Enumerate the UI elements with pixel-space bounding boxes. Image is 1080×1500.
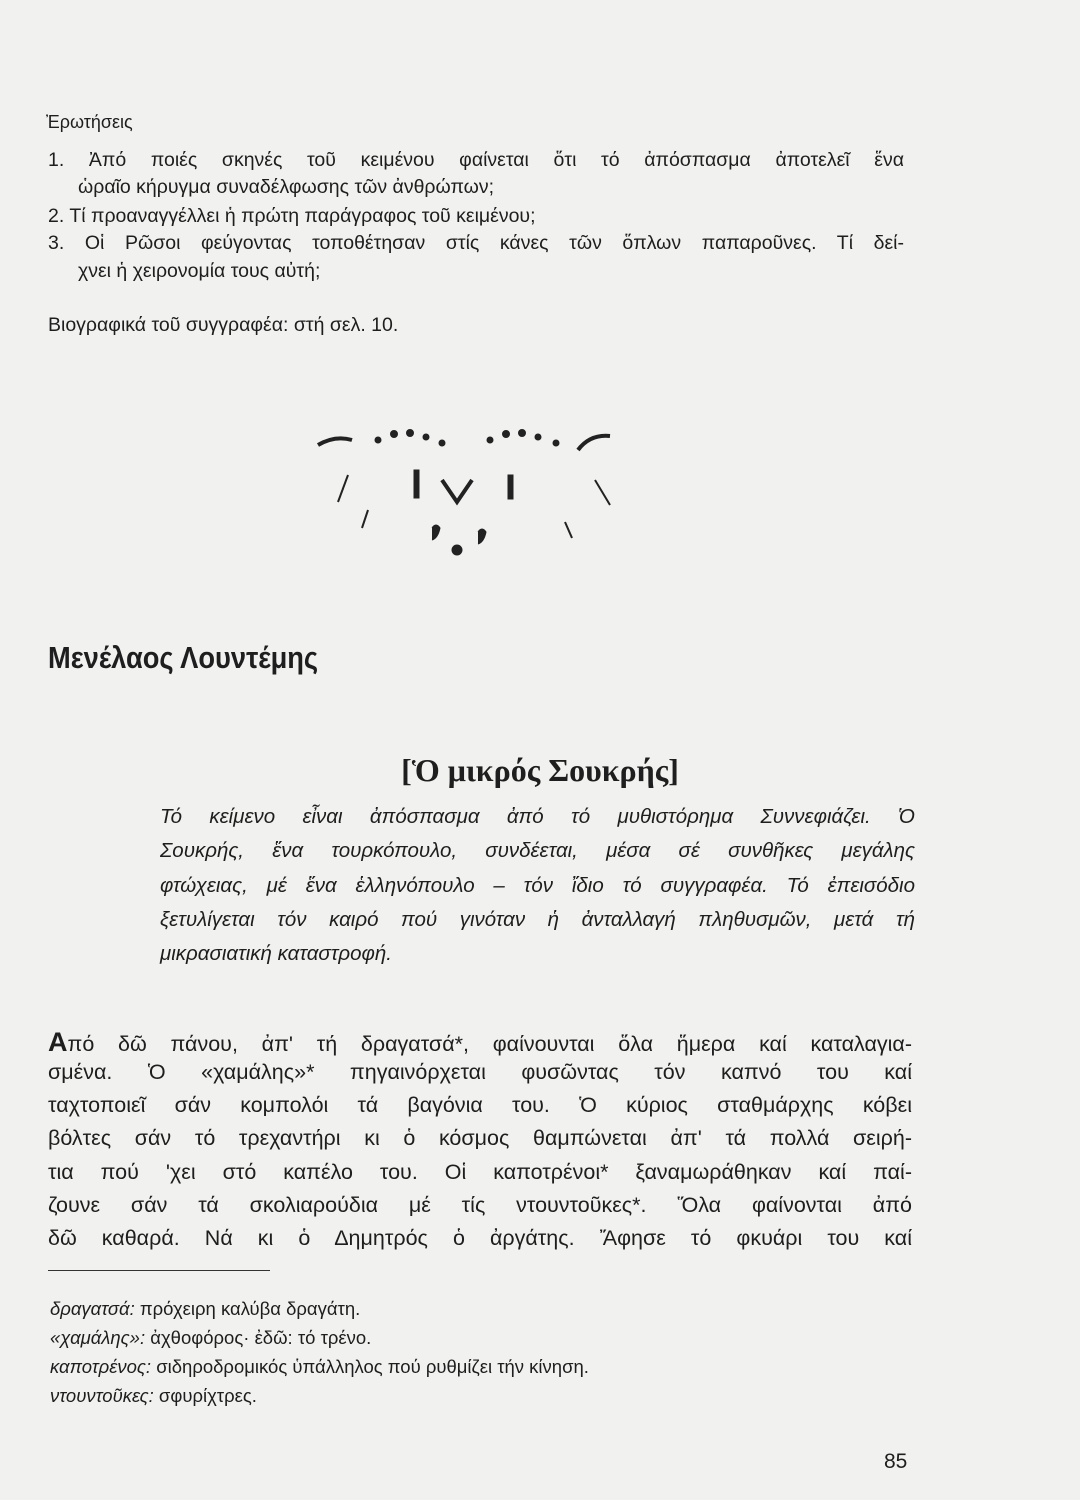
footnote-term: «χαμάλης»:	[50, 1327, 146, 1348]
body-line: σμένα. Ὁ «χαμάλης»* πηγαινόρχεται φυσῶντας τόν καπνό του καί	[48, 1060, 912, 1084]
body-text: πό δῶ πάνου, ἀπ' τή δραγατσά*, φαίνουνται ὅλα ἥμερα καί καταλαγια-	[67, 1032, 912, 1056]
footnote-definition: πρόχειρη καλύβα δραγάτη.	[139, 1298, 361, 1319]
question-line: 1. Ἀπό ποιές σκηνές τοῦ κειμένου φαίνεται ὅτι τό ἀπόσπασμα ἀποτελεῖ ἕνα	[48, 149, 904, 171]
drop-cap: Α	[48, 1027, 68, 1057]
body-line: βόλτες σάν τό τρεχαντήρι κι ὁ κόσμος θαμπώνεται ἀπ' τά πολλά σειρή-	[48, 1126, 912, 1150]
intro-line: μικρασιατική καταστροφή.	[160, 942, 393, 965]
biography-reference: Βιογραφικά τοῦ συγγραφέα: στή σελ. 10.	[48, 314, 399, 336]
intro-line: ξετυλίγεται τόν καιρό πού γινόταν ἡ ἀνταλλαγή πληθυσμῶν, μετά τή	[160, 908, 915, 931]
footnote	[50, 1327, 371, 1349]
question-line: 2. Τί προαναγγέλλει ἡ πρώτη παράγραφος τοῦ κειμένου;	[48, 205, 536, 227]
footnote-divider	[48, 1270, 270, 1271]
body-line: δῶ καθαρά. Νά κι ὁ Δημητρός ὁ ἀργάτης. Ἄφησε τό φκυάρι του καί	[48, 1226, 912, 1250]
author-name: Μενέλαος Λουντέμης	[48, 640, 319, 675]
intro-line: Σουκρής, ἕνα τουρκόπουλο, συνδέεται, μέσα σέ συνθῆκες μεγάλης	[160, 839, 915, 862]
footnote-term: ντουντοῦκες:	[50, 1385, 154, 1406]
footnote-definition: σφυρίχτρες.	[158, 1385, 257, 1406]
body-line: ζουνε σάν τά σκολιαρούδια μέ τίς ντουντοῦκες*. Ὅλα φαίνονται ἀπό	[48, 1193, 912, 1217]
footnote-definition: ἀχθοφόρος· ἐδῶ: τό τρένο.	[150, 1327, 372, 1348]
intro-line: Τό κείμενο εἶναι ἀπόσπασμα ἀπό τό μυθιστόρημα Συννεφιάζει. Ὁ	[160, 805, 915, 828]
question-line: 3. Οἱ Ρῶσοι φεύγοντας τοποθέτησαν στίς κάνες τῶν ὅπλων παπαροῦνες. Τί δεί-	[48, 232, 904, 254]
intro-line: φτώχειας, μέ ἕνα ἑλληνόπουλο – τόν ἴδιο τό συγγραφέα. Τό ἐπεισόδιο	[160, 874, 915, 897]
ornament-icon	[310, 410, 630, 570]
question-line: ὡραῖο κήρυγμα συναδέλφωσης τῶν ἀνθρώπων;	[78, 176, 495, 198]
footnote	[50, 1356, 589, 1378]
questions-heading: Ἐρωτήσεις	[46, 112, 133, 132]
page-number: 85	[884, 1450, 908, 1473]
footnote-term: καποτρένος:	[50, 1356, 152, 1377]
section-title: [Ὁ μικρός Σουκρής]	[401, 752, 679, 788]
footnote	[50, 1298, 360, 1320]
footnote	[50, 1385, 257, 1407]
body-first-line	[48, 1027, 912, 1058]
footnote-term: δραγατσά:	[50, 1298, 135, 1319]
body-line: τια πού 'χει στό καπέλο του. Οἱ καποτρένοι* ξαναμωράθηκαν καί παί-	[48, 1160, 912, 1184]
question-line: χνει ἡ χειρονομία τους αὐτή;	[78, 260, 321, 282]
footnote-definition: σιδηροδρομικός ὑπάλληλος πού ρυθμίζει τήν κίνηση.	[156, 1356, 589, 1377]
body-line: ταχτοποιεῖ σάν κομπολόι τά βαγόνια του. Ὁ κύριος σταθμάρχης κόβει	[48, 1093, 912, 1117]
